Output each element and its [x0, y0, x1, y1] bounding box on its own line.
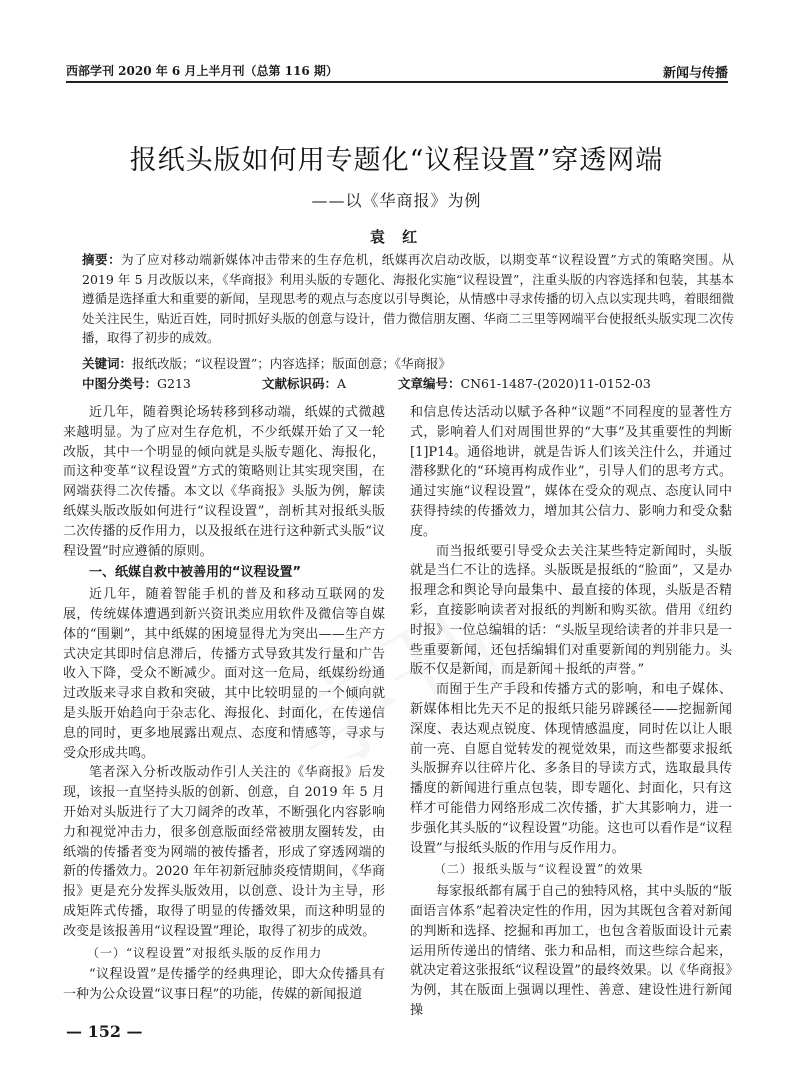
- body-paragraph: 和信息传达活动以赋予各种“议题”不同程度的显著性方式，影响着人们对周围世界的“大事”及其重要性的判断 [1]P14。通俗地讲，就是告诉人们该关注什么，并通过潜移默化的“环境再构成作业”，引导人们的思考方式。通过实施“议程设置”，媒体在受众的观点、态度认同中获得持续的传播效力，增加其公信力、影响力和受众黏度。: [410, 405, 732, 539]
- subsection-heading: （二）报纸头版与“议程设置”的效果: [434, 862, 644, 877]
- article-no-value: CN61-1487-(2020)11-0152-03: [460, 376, 651, 391]
- page-number: — 152 —: [66, 1022, 143, 1041]
- subsection-heading: （一）“议程设置”对报纸头版的反作用力: [87, 945, 323, 960]
- article-subtitle: ——以《华商报》为例: [311, 191, 482, 210]
- doc-code-value: A: [337, 376, 347, 391]
- article-no-label: 文章编号：: [398, 376, 461, 391]
- header-rule: [66, 81, 728, 83]
- body-paragraph: 笔者深入分析改版动作引人关注的《华商报》后发现，该报一直坚持头版的创新、创意，自 2019 年 5 月开始对头版进行了大刀阔斧的改革，不断强化内容影响力和视觉冲击力，很多创意版面经常被朋友圈转发，由纸端的传播者变为网端的被传播者，形成了穿透网端的新的传播效力。2020 年年初新冠肺炎疫情期间，《华商报》更是充分发挥头版效用，以创意、设计为主导，形成矩阵式传播，取得了明显的传播效果，而这种明显的改变是该报善用“议程设置”理论，取得了初步的成效。: [63, 765, 385, 939]
- clc-value: G213: [157, 376, 191, 391]
- journal-info: 西部学刊 2020 年 6 月上半月刊（总第 116 期）: [66, 64, 338, 78]
- abstract: [82, 250, 734, 348]
- article-no-item: [398, 374, 651, 392]
- abstract-label: 摘要：: [82, 252, 122, 267]
- running-header: [66, 60, 728, 82]
- clc-label: 中图分类号：: [82, 376, 158, 391]
- body-paragraph: 而囿于生产手段和传播方式的影响，和电子媒体、新媒体相比先天不足的报纸只能另辟蹊径——挖掘新闻深度、表达观点锐度、体现情感温度，同时佐以让人眼前一亮、自愿自觉转发的视觉效果，而这些都要求报纸头版摒弃以往碎片化、多条目的导读方式，选取最具传播度的新闻进行重点包装，即专题化、封面化，只有这样才可能借力网络形成二次传播，扩大其影响力，进一步强化其头版的“议程设置”功能。这也可以看作是“议程设置”与报纸头版的作用与反作用力。: [410, 682, 732, 856]
- body-paragraph: 近几年，随着舆论场转移到移动端，纸媒的式微越来越明显。为了应对生存危机，不少纸媒开始了又一轮改版，其中一个明显的倾向就是头版专题化、海报化，而这种变革“议程设置”方式的策略则让其实现突围，在网端获得二次传播。本文以《华商报》头版为例，解读纸媒头版改版如何进行“议程设置”，剖析其对报纸头版二次传播的反作用力，以及报纸在进行这种新式头版“议程设置”时应遵循的原则。: [63, 405, 385, 559]
- body-paragraph: 而当报纸要引导受众去关注某些特定新闻时，头版就是当仁不让的选择。头版既是报纸的“脸面”，又是办报理念和舆论导向最集中、最直接的体现，头版是否精彩，直接影响读者对报纸的判断和购买欲。借用《纽约时报》一位总编辑的话：“头版呈现给读者的并非只是一些重要新闻，还包括编辑们对重要新闻的判别能力。头版不仅是新闻，而是新闻＋报纸的声誉。”: [410, 543, 732, 678]
- doc-code-item: [262, 374, 346, 392]
- body-paragraph: “议程设置”是传播学的经典理论，即大众传播具有一种为公众设置“议事日程”的功能，传媒的新闻报道: [63, 967, 385, 1003]
- right-column: [410, 403, 732, 1021]
- keywords: [82, 354, 734, 372]
- keywords-label: 关键词：: [82, 356, 133, 371]
- body-paragraph: 近几年，随着智能手机的普及和移动互联网的发展，传统媒体遭遇到新兴资讯类应用软件及微信等自媒体的“围剿”，其中纸媒的困境显得尤为突出——生产方式决定其即时信息滞后，传播方式导致其发行量和广告收入下降，受众不断减少。面对这一危局，纸媒纷纷通过改版来寻求自救和突破，其中比较明显的一个倾向就是头版开始趋向于杂志化、海报化、封面化，在传递信息的同时，更多地展露出观点、态度和情感等，寻求与受众形成共鸣。: [63, 587, 385, 761]
- clc-item: [82, 374, 191, 392]
- body-paragraph: 每家报纸都有属于自己的独特风格，其中头版的“版面语言体系”起着决定性的作用，因为其既包含着对新闻的判断和选择、挖掘和再加工，也包含着版面设计元素运用所传递出的情绪、张力和品相，而这些综合起来，就决定着这张报纸“议程设置”的最终效果。以《华商报》为例，其在版面上强调以理性、善意、建设性进行新闻操: [410, 884, 732, 1018]
- article-title: 报纸头版如何用专题化“议程设置”穿透网端: [129, 145, 664, 176]
- keywords-text: 报纸改版；“议程设置”；内容选择；版面创意；《华商报》: [132, 356, 452, 371]
- abstract-text: 为了应对移动端新媒体冲击带来的生存危机，纸媒再次启动改版，以期变革“议程设置”方式的策略突围。从 2019 年 5 月改版以来，《华商报》利用头版的专题化、海报化实施“议程设置”，注重头版的内容选择和包装，其基本遵循是选择重大和重要的新闻，呈现思考的观点与态度以引导舆论，从情感中寻求传播的切入点以实现共鸣，着眼细微处关注民生，贴近百姓，同时抓好头版的创意与设计，借力微信朋友圈、华商二三里等网端平台使报纸头版实现二次传播，取得了初步的成效。: [82, 252, 734, 346]
- doc-code-label: 文献标识码：: [262, 376, 338, 391]
- left-column: [63, 403, 385, 1005]
- author-name: 袁 红: [369, 228, 424, 246]
- section-heading: 一、纸媒自救中被善用的“议程设置”: [89, 565, 302, 581]
- section-name: 新闻与传播: [662, 66, 728, 81]
